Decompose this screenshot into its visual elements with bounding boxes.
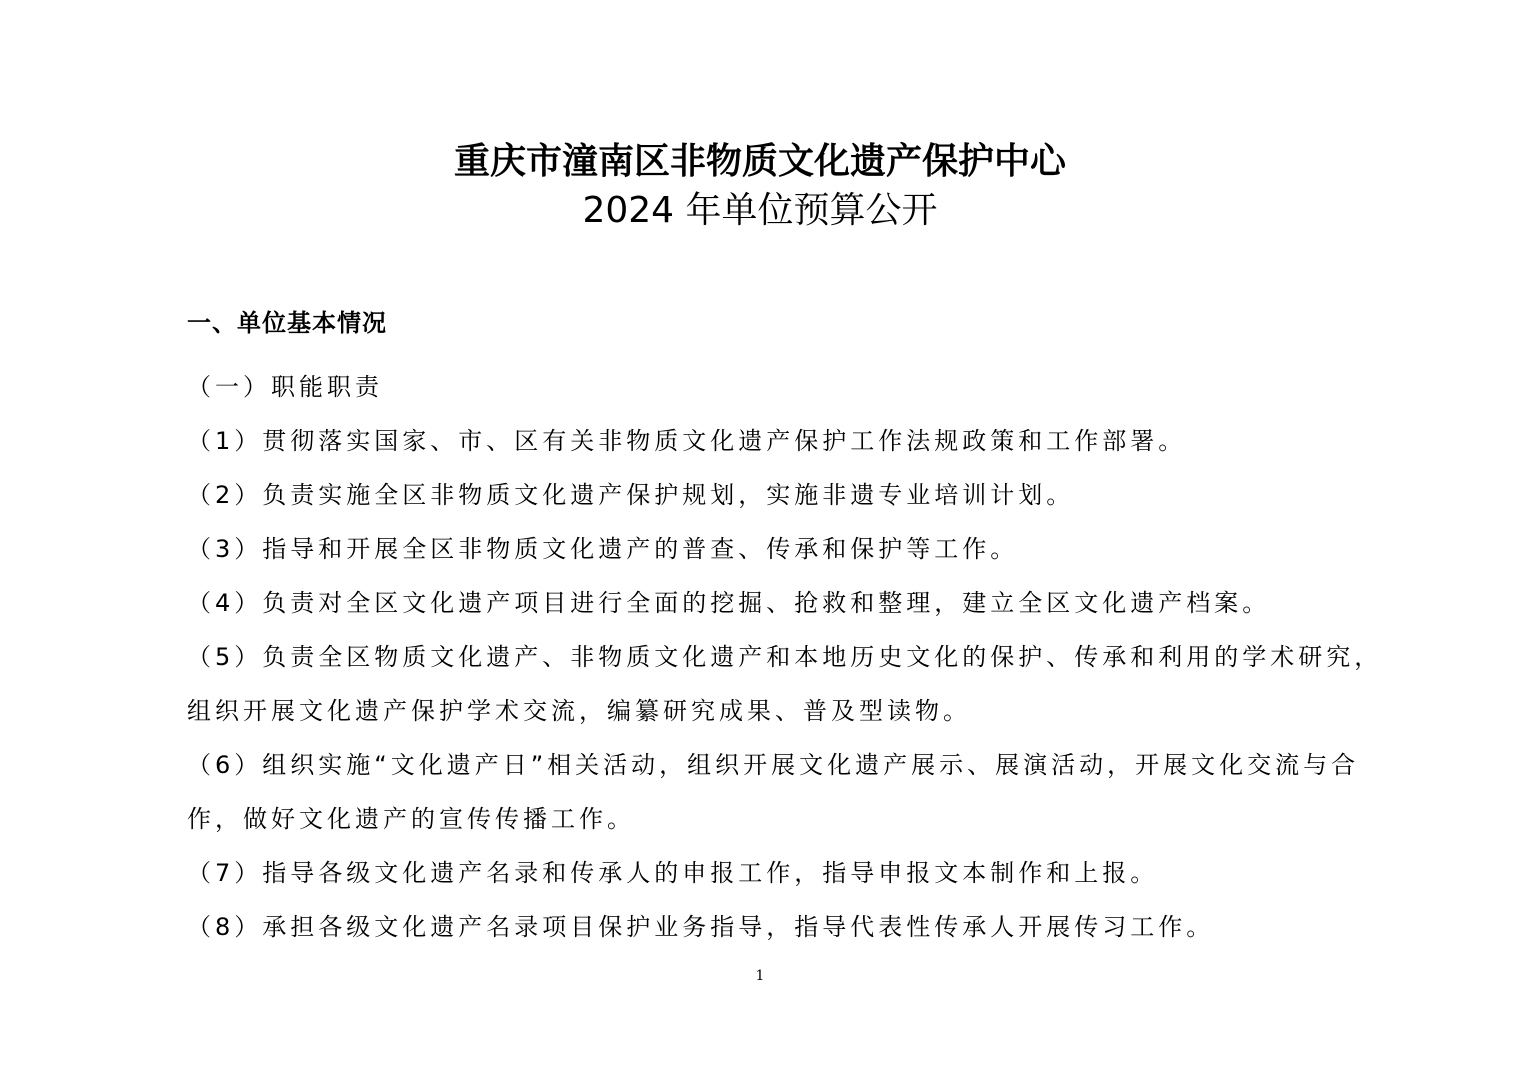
title-line-organization: 重庆市潼南区非物质文化遗产保护中心 [453, 140, 1066, 182]
page-number: 1 [755, 968, 765, 984]
duty-item-1: （1）贯彻落实国家、市、区有关非物质文化遗产保护工作法规政策和工作部署。 [187, 427, 1187, 455]
document-title [0, 136, 1520, 236]
duty-item-3: （3）指导和开展全区非物质文化遗产的普查、传承和保护等工作。 [187, 535, 1019, 563]
duty-item-6: （6）组织实施“文化遗产日”相关活动，组织开展文化遗产展示、展演活动，开展文化交流与合作，做好文化遗产的宣传传播工作。 [187, 751, 1360, 833]
document-body [187, 306, 1402, 954]
duty-item-5: （5）负责全区物质文化遗产、非物质文化遗产和本地历史文化的保护、传承和利用的学术研究，组织开展文化遗产保护学术交流，编纂研究成果、普及型读物。 [187, 643, 1383, 725]
subsection-heading: （一）职能职责 [187, 373, 383, 401]
duty-item-4: （4）负责对全区文化遗产项目进行全面的挖掘、抢救和整理，建立全区文化遗产档案。 [187, 589, 1271, 617]
duty-item-2: （2）负责实施全区非物质文化遗产保护规划，实施非遗专业培训计划。 [187, 481, 1075, 509]
duty-item-7: （7）指导各级文化遗产名录和传承人的申报工作，指导申报文本制作和上报。 [187, 859, 1159, 887]
duty-item-8: （8）承担各级文化遗产名录项目保护业务指导，指导代表性传承人开展传习工作。 [187, 913, 1215, 941]
title-line-budget: 2024 年单位预算公开 [582, 190, 938, 231]
section-heading: 一、单位基本情况 [187, 309, 387, 337]
